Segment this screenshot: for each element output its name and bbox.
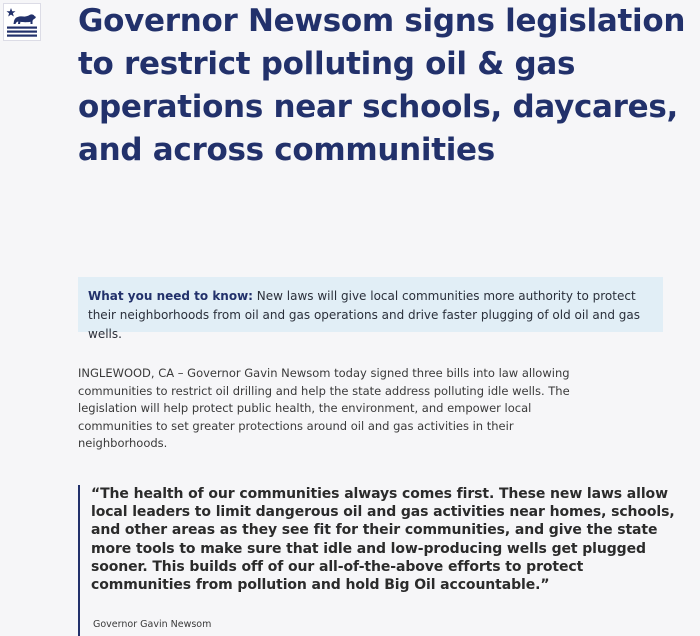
ca-gov-logo[interactable] (3, 3, 41, 41)
quote-text: “The health of our communities always comes first. These new laws allow local leaders to limit dangerous oil and gas activities near homes, schools, and other areas as they see fit for their communities, and give the state more tools to make sure that idle and low-producing wells get plugged sooner. This builds off of our all-of-the-above efforts to protect communities from pollution and hold Big Oil accountable.” (91, 486, 675, 594)
what-you-need-to-know-callout (78, 277, 663, 341)
quote-attribution: Governor Gavin Newsom (93, 619, 212, 630)
california-bear-flag-icon (4, 4, 40, 40)
callout-text: New laws will give local communities more authority to protect their neighborhoods from oil and gas operations and drive faster plugging of old oil and gas wells. (88, 289, 640, 341)
page-title: Governor Newsom signs legislation to restrict polluting oil & gas operations near schools, daycares, and across communities (78, 3, 686, 168)
callout-label: What you need to know: (88, 289, 253, 303)
article-body-paragraph: INGLEWOOD, CA – Governor Gavin Newsom today signed three bills into law allowing communities to restrict oil drilling and help the state address polluting idle wells. The legislation will help protect public health, the environment, and empower local communities to set greater protections around oil and gas activities in their neighborhoods. (78, 366, 570, 451)
pull-quote (78, 485, 678, 636)
